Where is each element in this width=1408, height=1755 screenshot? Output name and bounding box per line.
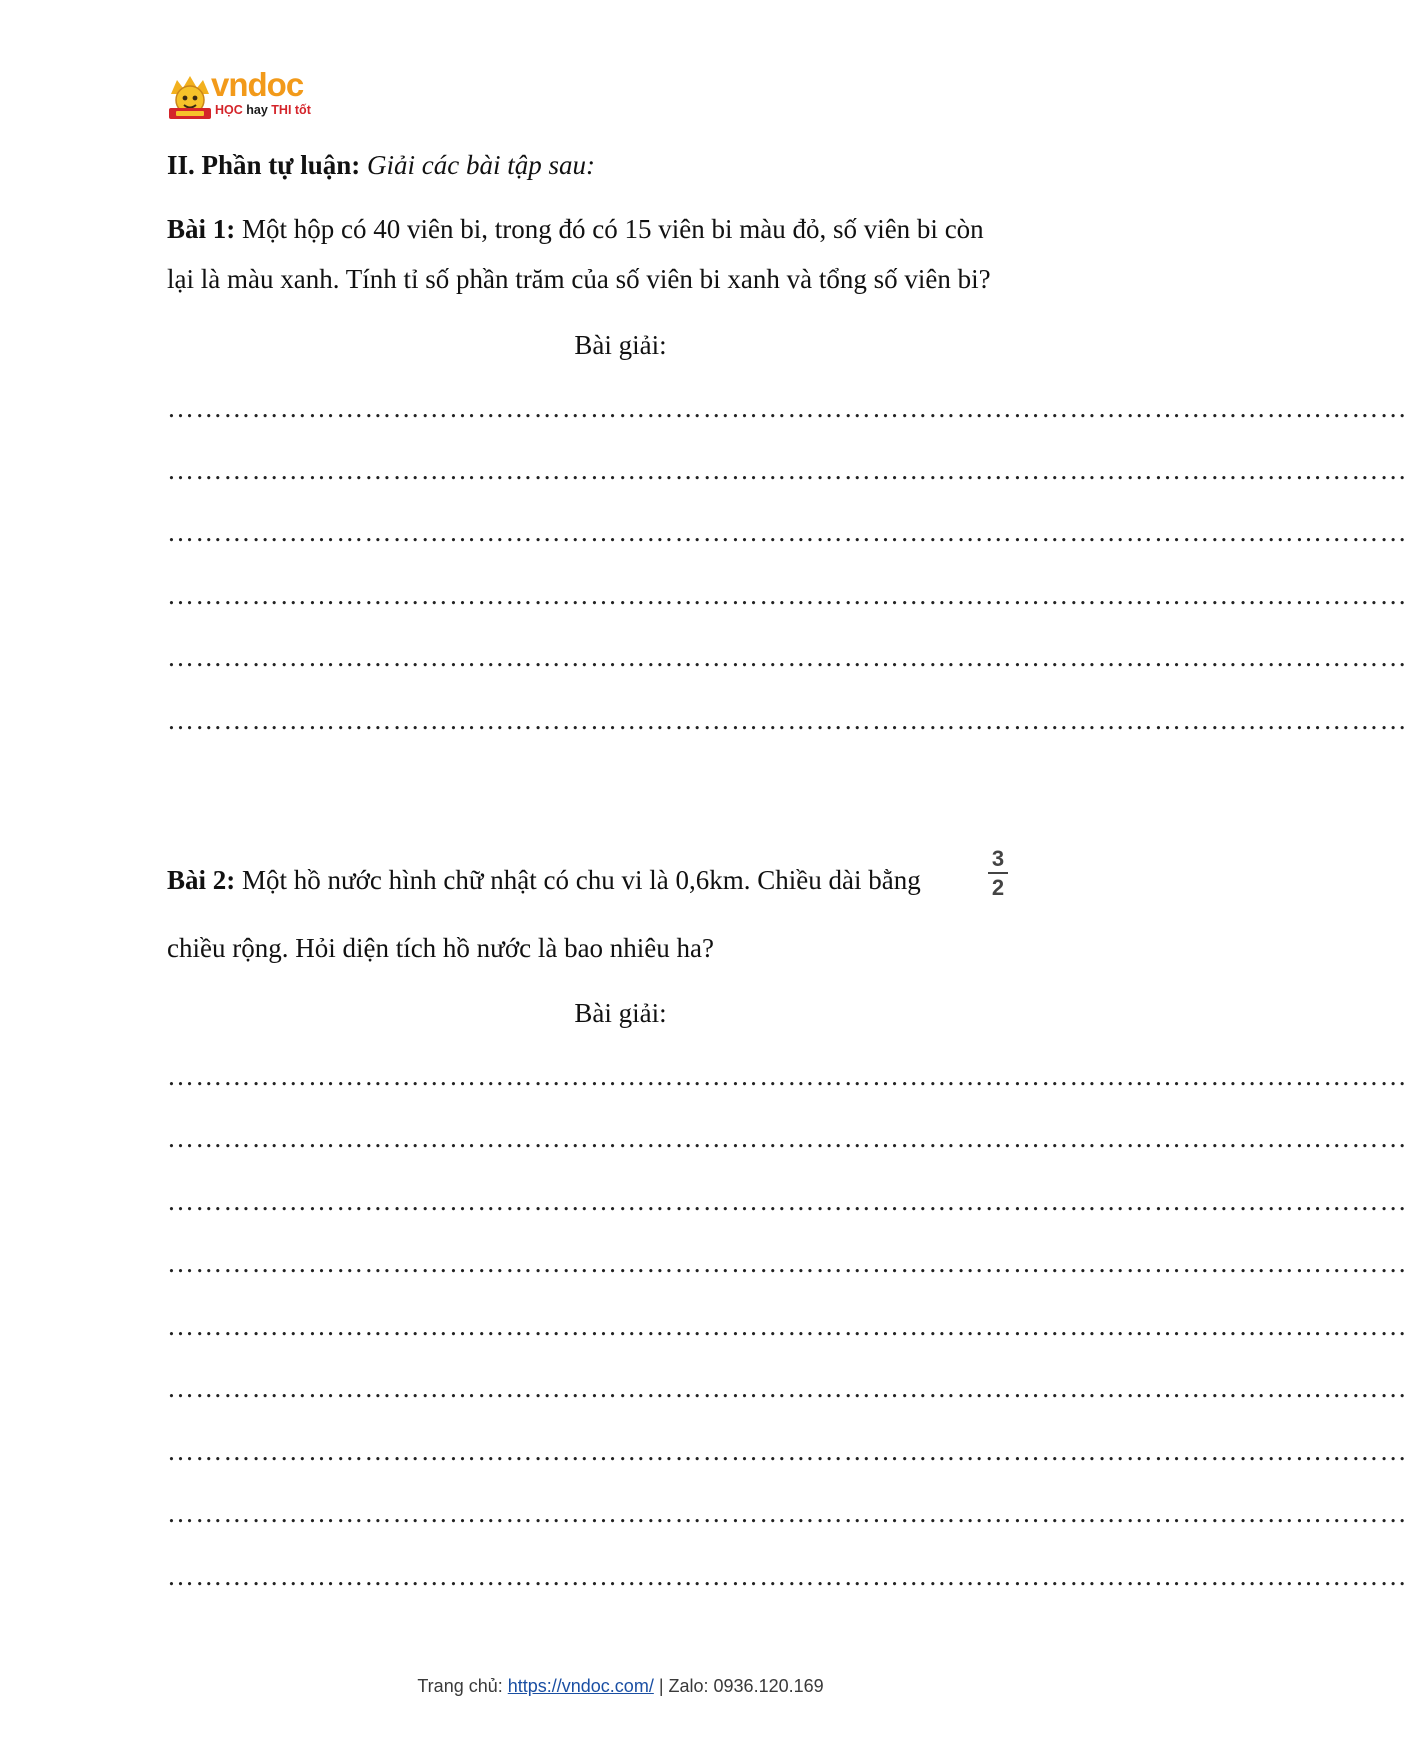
logo-tagline-hoc: HỌC <box>215 103 243 117</box>
answer-line: …………………………………………………………………………………………………………………… <box>167 1373 1408 1403</box>
answer-line: …………………………………………………………………………………………………………………… <box>167 1436 1408 1466</box>
answer-line: …………………………………………………………………………………………………………………… <box>167 705 1408 735</box>
page-footer <box>0 1676 1241 1697</box>
answer-line: …………………………………………………………………………………………………………………… <box>167 1123 1408 1153</box>
section-heading <box>167 152 595 179</box>
answer-line: …………………………………………………………………………………………………………………… <box>167 1311 1408 1341</box>
answer-line: …………………………………………………………………………………………………………………… <box>167 642 1408 672</box>
vndoc-logo[interactable] <box>167 66 327 124</box>
problem1-label: Bài 1: <box>167 214 236 244</box>
logo-mascot-icon <box>167 74 213 122</box>
problem1-solution-label: Bài giải: <box>574 330 667 360</box>
problem2-line1 <box>167 867 921 894</box>
problem2-text1: Một hồ nước hình chữ nhật có chu vi là 0,6km. Chiều dài bằng <box>235 865 921 895</box>
problem2-line2: chiều rộng. Hỏi diện tích hồ nước là bao nhiêu ha? <box>167 933 715 963</box>
logo-wordmark: vndoc <box>211 66 304 103</box>
answer-line: …………………………………………………………………………………………………………………… <box>167 1061 1408 1091</box>
fraction-three-halves <box>988 847 1008 900</box>
answer-line: …………………………………………………………………………………………………………………… <box>167 1561 1408 1591</box>
fraction-numerator: 3 <box>991 846 1005 871</box>
footer-prefix: Trang chủ: <box>417 1676 508 1696</box>
footer-contact: | Zalo: 0936.120.169 <box>653 1676 824 1696</box>
answer-line: …………………………………………………………………………………………………………………… <box>167 455 1408 485</box>
answer-line: …………………………………………………………………………………………………………………… <box>167 517 1408 547</box>
section-instruction: Giải các bài tập sau: <box>367 150 595 180</box>
answer-line: …………………………………………………………………………………………………………………… <box>167 580 1408 610</box>
logo-tagline-hay: hay <box>242 103 272 117</box>
fraction-bar <box>988 872 1008 874</box>
footer-homepage-link[interactable]: https://vndoc.com/ <box>507 1676 654 1696</box>
logo-tagline-thi-tot: THI tốt <box>271 103 311 117</box>
fraction-denominator: 2 <box>991 875 1005 900</box>
answer-line: …………………………………………………………………………………………………………………… <box>167 1186 1408 1216</box>
answer-line: …………………………………………………………………………………………………………………… <box>167 393 1408 423</box>
problem1-line2: lại là màu xanh. Tính tỉ số phần trăm của số viên bi xanh và tổng số viên bi? <box>167 264 991 294</box>
problem2-label: Bài 2: <box>167 865 236 895</box>
answer-line: …………………………………………………………………………………………………………………… <box>167 1498 1408 1528</box>
logo-tagline <box>215 103 311 117</box>
answer-line: …………………………………………………………………………………………………………………… <box>167 1248 1408 1278</box>
problem1-text1: Một hộp có 40 viên bi, trong đó có 15 viên bi màu đỏ, số viên bi còn <box>235 214 984 244</box>
problem2-solution-label: Bài giải: <box>574 998 667 1028</box>
section-title: II. Phần tự luận: <box>167 150 361 180</box>
problem1-line1 <box>167 216 984 243</box>
